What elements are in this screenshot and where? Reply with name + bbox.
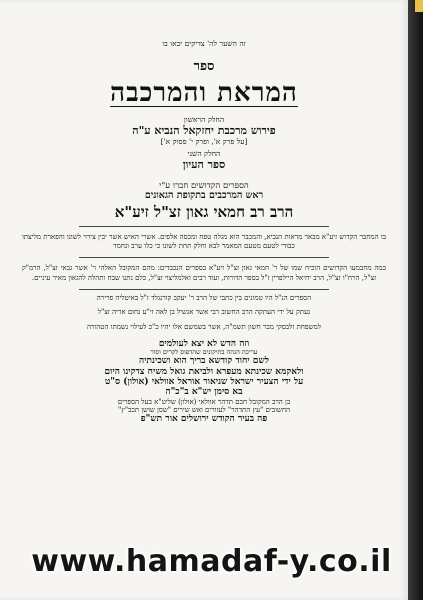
- dedication-line: לשם יחוד קודשא בריך הוא ושכינתיה: [139, 356, 269, 367]
- book-title: המראת והמרכבה: [110, 78, 298, 108]
- dedication-subtitle: עריכה הגהה בתיקונים שהדפוס לקרים וסור: [150, 348, 258, 356]
- publication-note-2: נעתק על ידי העתקה הרב החשוב רבי אשר אנשיל בן לאה זי"ע נחום אריה זצ"ל: [97, 307, 311, 316]
- dedication-title: וזה הדש לא יצא לעולמים: [158, 338, 250, 349]
- place-date: פה בעיר הקודש ירושלים אור תש"פ: [140, 413, 268, 424]
- dedication-small: בן הרב המקובל חכם תדהר אוולאי (אולון) שליט"א בעל הספרים: [117, 397, 291, 406]
- divider: [79, 289, 329, 290]
- publication-note-3: למשפחת זלבסקי מבר חשון תשמ"ה, אשר בשמשם אלו יהיו כ"כ לעילוי נשמתו הטהורה: [87, 323, 321, 332]
- part2-title: ספר העיון: [182, 158, 226, 171]
- author-intro: הספרים הקדושים חברו ע"י: [159, 181, 249, 191]
- bookmark-tab: [415, 0, 423, 12]
- website-watermark: www.hamadaf-y.co.il: [31, 544, 392, 579]
- sefer-label: ספר: [193, 59, 215, 74]
- divider: [79, 226, 329, 227]
- book-spine-edge: [408, 0, 423, 600]
- motto: זה השער לה' צדיקים יבאו בו: [162, 40, 246, 48]
- part2-label: החלק השני: [187, 150, 221, 159]
- divider: [79, 257, 329, 258]
- author-role: ראש המרכבים בתקופת הגאונים: [144, 191, 264, 202]
- description-paragraph: בו המחבר הקדוש זיע"א מבאר מראות הנביא, והמכבר הוא מגלה טפח ומכסה אלפים. אשרי האיש אשר יבין צירוי לשונו והפארת מליצתו כבודי לטעם מטעם המאמר לבא וחלק תחת לשונו כי כלו ערב ונחמד: [22, 232, 386, 250]
- dedication-line: ולאקמא שכינתא מעפרא ולביאת גואל משיח צדקינו היום: [104, 366, 304, 377]
- dedication-small: החשובים "עץ התדהר" לעזורים ואש שירים "שסן שושן תכב"ץ": [117, 405, 291, 414]
- publication-note-1: הספרים הנ"ל היו טמונים בין כתבי של הרב ר' יעקב קורנגלד ז"ל באיטליה פרירה: [96, 294, 312, 303]
- dedication-line: על ידי הצעיר ישראל שניאור אוראל אוולאי (אולון) ס"ט: [104, 377, 304, 388]
- title-page-content: [20, 40, 388, 424]
- part1-subtitle: [על פרק א', ופרק י' פסוק א']: [160, 137, 248, 146]
- citations-paragraph: כמה מחבמעו הקדושים הוכיח שמו של ר' חמאי גאון זצ"ל זיע"א בספרים הנכבדים: מהם המקובל האלהי ר' אשר גבאי זצ"ל, הרמ"ק זצ"ל, הרח"ו זצ"ל, הרב יחיאל היילפרין ז"ל בספר הדורות, ועוד רבים ואלמליצוי זצ"ל, כלם נתנו שבח ותהלה להגאון מאיר עיניים.: [22, 264, 386, 282]
- part1-title: פירוש מרכבת יחזקאל הנביא ע"ה: [132, 125, 276, 138]
- dedication-line: בא סימן יש"א ב"כ"ה: [165, 387, 243, 398]
- author-name: הרב רב חמאי גאון זצ"ל זיע"א: [114, 204, 294, 222]
- part1-label: החלק הראשון: [183, 116, 225, 125]
